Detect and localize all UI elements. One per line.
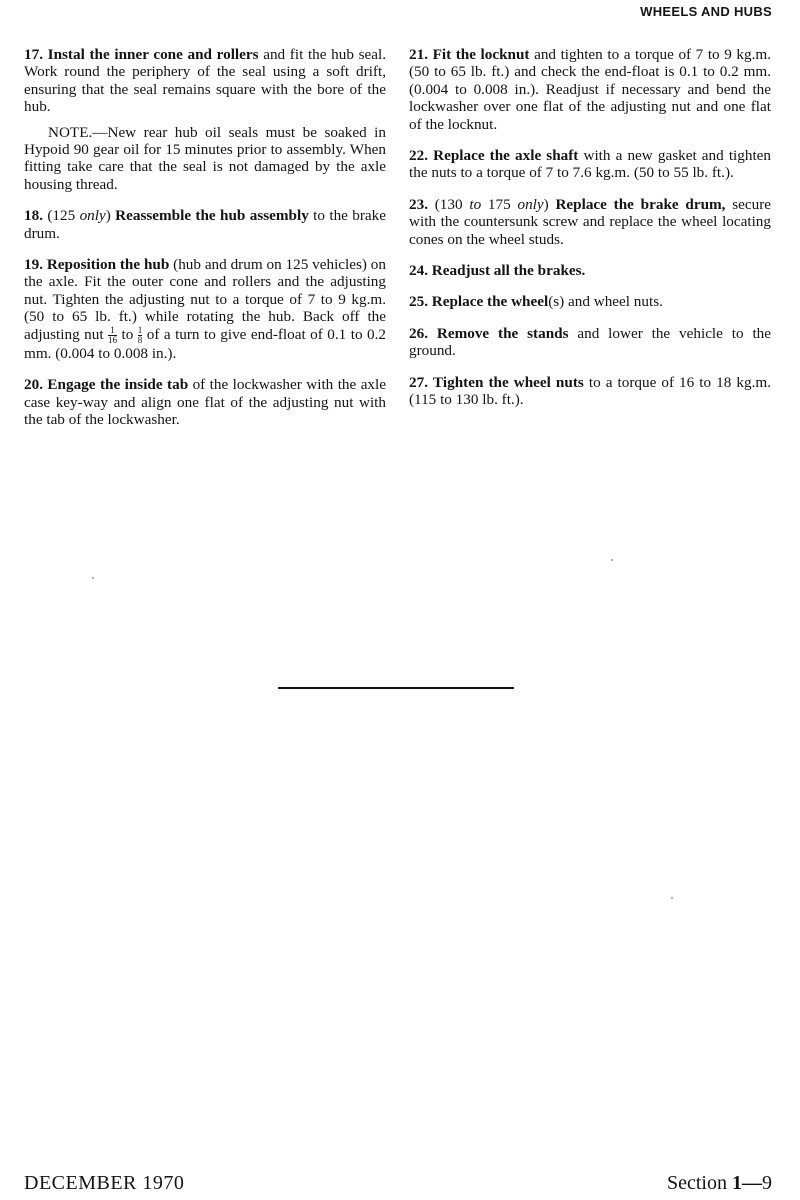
step-number: 22. [409,147,428,165]
step-21 [409,46,771,133]
step-heading: Instal the inner cone and rollers [47,46,259,63]
fraction-one-sixteenth [108,326,117,345]
step-heading: Remove the stands [436,324,569,342]
running-head: WHEELS AND HUBS [640,4,772,19]
end-rule [278,687,514,689]
step-heading: Engage the inside tab [47,376,189,394]
step-heading: Readjust all the brakes. [431,262,586,280]
step-qualifier-mid: 175 [481,195,518,213]
section-separator: — [742,1172,762,1194]
step-number: 20. [24,376,43,394]
step-25 [409,293,771,310]
step-17 [24,46,386,116]
step-22 [409,147,771,182]
step-text: secure with the countersunk screw and replace the wheel locating cones on the wheel studs. [409,195,772,248]
step-26 [409,325,771,360]
step-text: with a new gasket and tighten the nuts to a torque of 7 to 7.6 kg.m. (50 to 55 lb. ft.). [409,147,772,182]
scan-speck [92,577,94,579]
page-number: 9 [762,1172,772,1194]
step-18 [24,207,386,242]
step-heading: Replace the wheel [431,293,549,311]
step-text: and wheel nuts. [564,293,663,311]
step-text: and lower the vehicle to the ground. [409,324,771,360]
step-24 [409,262,771,279]
step-number: 26. [409,324,428,342]
scan-speck [611,559,613,561]
step-text: to [117,325,138,343]
step-text: and tighten to a torque of 7 to 9 kg.m. (50 to 65 lb. ft.) and check the end-float is 0.1 to 0.2 mm. (0.004 to 0.008 in.). Readjust if necessary and bend the lockwasher over one flat of the adjusting nut and one flat of the locknut. [409,46,772,133]
step-qualifier-close: ) [543,195,556,213]
step-text: of a turn to give end-float of 0.1 to 0.2 mm. (0.004 to 0.008 in.). [24,325,386,362]
fraction-denominator: 8 [137,334,143,345]
left-column [24,46,386,442]
section-label: Section [667,1172,732,1194]
step-qualifier-italic: only [79,207,106,225]
step-heading: Replace the axle shaft [433,147,579,165]
step-qualifier-open: (130 [427,195,470,213]
step-text: and fit the hub seal. Work round the periphery of the seal using a soft drift, ensuring that the seal remains square with the bore of the hub. [24,46,387,116]
step-27 [409,374,771,409]
right-column [409,46,771,423]
step-text: of the lockwasher with the axle case key-way and align one flat of the adjusting nut with the tab of the lockwasher. [24,376,386,428]
step-heading: Replace the brake drum, [555,195,726,213]
step-number: 17. [24,46,43,63]
scan-speck [671,897,673,899]
step-number: 21. [409,46,428,63]
step-number: 18. [24,207,43,225]
fraction-denominator: 16 [108,334,118,345]
step-qualifier-italic: to [469,195,482,213]
fraction-numerator: 1 [108,326,117,336]
step-heading: Tighten the wheel nuts [433,373,584,391]
step-qualifier-close: ) [105,207,116,225]
step-20 [24,376,386,428]
note-oil-seals: NOTE.—New rear hub oil seals must be soaked in Hypoid 90 gear oil for 15 minutes prior to assembly. When fitting take care that the seal is not damaged by the axle housing thread. [24,123,386,193]
step-heading: Reposition the hub [46,256,170,274]
footer-date: DECEMBER 1970 [24,1172,185,1194]
step-number: 24. [409,262,428,280]
step-heading: Reassemble the hub assembly [115,207,309,225]
step-heading-plural: (s) [548,293,565,311]
step-qualifier-open: (125 [42,207,80,225]
fraction-numerator: 1 [137,324,143,335]
section-number: 1 [732,1172,742,1194]
step-23 [409,196,771,248]
step-text: (hub and drum on 125 vehicles) on the axle. Fit the outer cone and rollers and the adjusting nut. Tighten the adjusting nut to a torque of 7 to 9 kg.m. (50 to 65 lb. ft.) while rotating the hub. Back off the adjusting nut [24,256,386,343]
step-qualifier-italic: only [517,195,544,213]
step-heading: Fit the locknut [432,46,530,63]
step-text: to the brake drum. [24,207,386,242]
step-19 [24,256,386,362]
step-number: 23. [409,195,428,213]
step-number: 27. [409,373,428,391]
step-number: 25. [409,293,428,311]
step-text: to a torque of 16 to 18 kg.m. (115 to 130 lb. ft.). [409,373,772,409]
step-number: 19. [24,256,43,274]
footer-page-ref [667,1172,772,1195]
